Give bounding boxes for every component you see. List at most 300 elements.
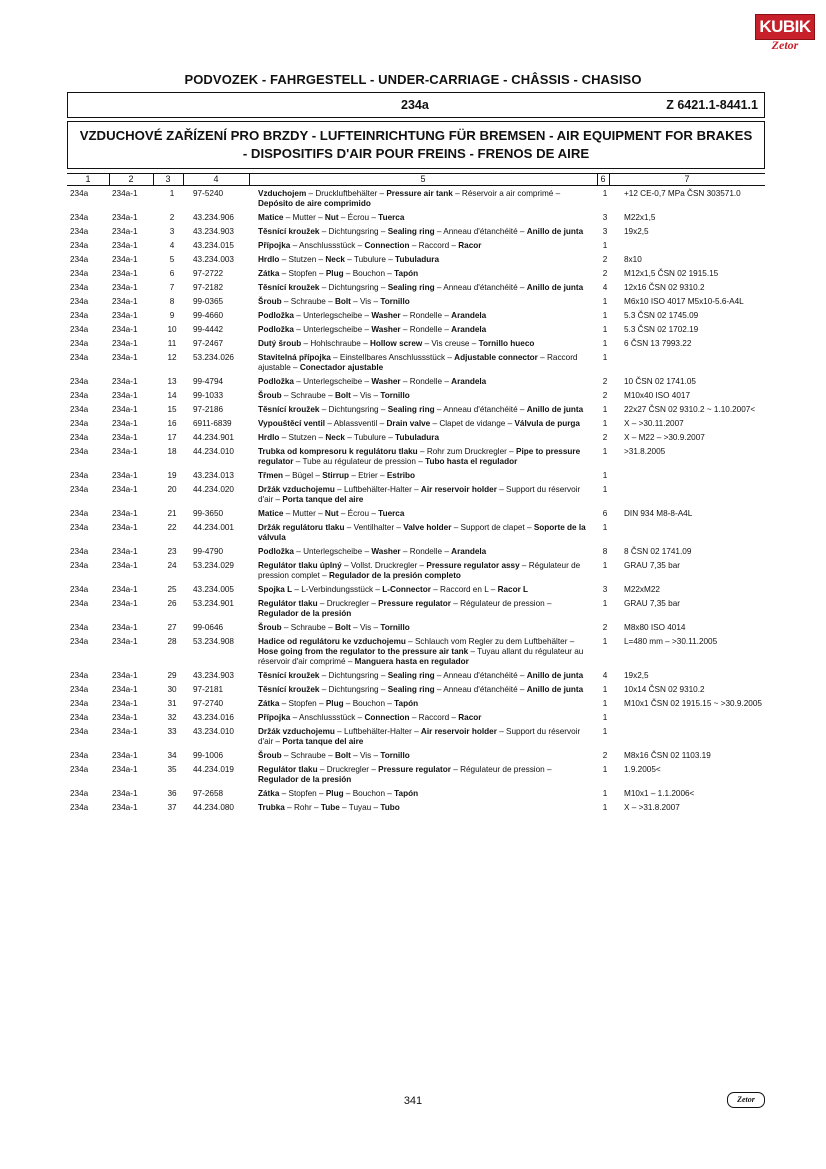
cell-c5: Dutý šroub – Hohlschraube – Hollow screw – Vis creuse – Tornillo hueco	[258, 339, 535, 348]
cell-c2: 234a-1	[112, 377, 138, 386]
cell-c3: 30	[167, 685, 177, 694]
cell-c7: L=480 mm – >30.11.2005	[624, 637, 718, 646]
cell-c6: 1	[602, 325, 608, 334]
cell-c4: 97-5240	[193, 189, 224, 198]
cell-c7: GRAU 7,35 bar	[624, 561, 680, 570]
cell-c4: 43.234.016	[193, 713, 234, 722]
column-header-row	[67, 173, 765, 186]
cell-c3: 20	[167, 485, 177, 494]
cell-c6: 1	[602, 699, 608, 708]
cell-c7: 1.9.2005<	[624, 765, 661, 774]
table-row	[0, 699, 826, 713]
cell-c6: 1	[602, 189, 608, 198]
cell-c7: M12x1,5 ČSN 02 1915.15	[624, 269, 719, 278]
cell-c2: 234a-1	[112, 325, 138, 334]
table-row	[0, 325, 826, 339]
cell-c3: 7	[169, 283, 175, 292]
table-row	[0, 509, 826, 523]
cell-c6: 1	[602, 311, 608, 320]
cell-c4: 6911-6839	[193, 419, 232, 428]
cell-c4: 43.234.015	[193, 241, 234, 250]
cell-c5: Podložka – Unterlegscheibe – Washer – Rondelle – Arandela	[258, 547, 487, 556]
cell-c5: Vzduchojem – Druckluftbehälter – Pressure air tank – Réservoir a air comprimé – Depósito de aire comprimido	[258, 189, 561, 208]
cell-c1: 234a	[70, 485, 89, 494]
cell-c1: 234a	[70, 255, 89, 264]
cell-c1: 234a	[70, 419, 89, 428]
cell-c2: 234a-1	[112, 471, 138, 480]
group-header	[67, 92, 765, 118]
table-row	[0, 471, 826, 485]
cell-c4: 43.234.903	[193, 227, 234, 236]
cell-c5: Zátka – Stopfen – Plug – Bouchon – Tapón	[258, 269, 419, 278]
cell-c7: 19x2,5	[624, 671, 649, 680]
cell-c5: Stavitelná přípojka – Einstellbares Anschlussstück – Adjustable connector – Raccord ajustable – Conectador ajustable	[258, 353, 578, 372]
cell-c1: 234a	[70, 283, 89, 292]
cell-c3: 27	[167, 623, 177, 632]
cell-c1: 234a	[70, 325, 89, 334]
cell-c3: 33	[167, 727, 177, 736]
cell-c6: 1	[602, 339, 608, 348]
cell-c5: Šroub – Schraube – Bolt – Vis – Tornillo	[258, 391, 410, 400]
cell-c7: M22x1,5	[624, 213, 656, 222]
cell-c5: Hadice od regulátoru ke vzduchojemu – Schlauch vom Regler zu dem Luftbehälter – Hose going from the regulator to the pressure air tank – Tuyau allant du régulateur au réservoir d'air comprimé – Manguera hasta en regulador	[258, 637, 584, 666]
table-row	[0, 585, 826, 599]
cell-c3: 16	[167, 419, 177, 428]
cell-c5: Přípojka – Anschlussstück – Connection – Raccord – Racor	[258, 241, 482, 250]
cell-c7: 8 ČSN 02 1741.09	[624, 547, 692, 556]
cell-c1: 234a	[70, 433, 89, 442]
cell-c6: 1	[602, 471, 608, 480]
cell-c5: Spojka L – L-Verbindungsstück – L-Connector – Raccord en L – Racor L	[258, 585, 529, 594]
cell-c6: 1	[602, 405, 608, 414]
cell-c2: 234a-1	[112, 297, 138, 306]
cell-c4: 44.234.080	[193, 803, 234, 812]
cell-c2: 234a-1	[112, 509, 138, 518]
cell-c3: 35	[167, 765, 177, 774]
cell-c1: 234a	[70, 789, 89, 798]
cell-c2: 234a-1	[112, 189, 138, 198]
cell-c5: Přípojka – Anschlussstück – Connection – Raccord – Racor	[258, 713, 482, 722]
cell-c1: 234a	[70, 727, 89, 736]
cell-c4: 99-4442	[193, 325, 224, 334]
cell-c7: M22xM22	[624, 585, 660, 594]
cell-c7: X – >30.11.2007	[624, 419, 684, 428]
cell-c5: Zátka – Stopfen – Plug – Bouchon – Tapón	[258, 789, 419, 798]
cell-c3: 2	[169, 213, 175, 222]
cell-c4: 53.234.026	[193, 353, 234, 362]
cell-c5: Regulátor tlaku – Druckregler – Pressure regulator – Régulateur de pression – Regulador de la presión	[258, 765, 552, 784]
table-row	[0, 803, 826, 817]
cell-c3: 31	[167, 699, 177, 708]
section-title-line1: VZDUCHOVÉ ZAŘÍZENÍ PRO BRZDY - LUFTEINRICHTUNG FÜR BREMSEN - AIR EQUIPMENT FOR BRAKES	[79, 128, 753, 143]
cell-c6: 4	[602, 283, 608, 292]
cell-c5: Podložka – Unterlegscheibe – Washer – Rondelle – Arandela	[258, 377, 487, 386]
cell-c2: 234a-1	[112, 255, 138, 264]
col-header-4: 4	[213, 174, 219, 184]
cell-c5: Hrdlo – Stutzen – Neck – Tubulure – Tubuladura	[258, 255, 440, 264]
table-row	[0, 419, 826, 433]
table-row	[0, 255, 826, 269]
col-header-1: 1	[85, 174, 91, 184]
kubik-zetor-logo	[755, 14, 815, 54]
cell-c6: 2	[602, 623, 608, 632]
cell-c2: 234a-1	[112, 447, 138, 456]
cell-c1: 234a	[70, 353, 89, 362]
cell-c3: 1	[169, 189, 175, 198]
cell-c1: 234a	[70, 297, 89, 306]
cell-c1: 234a	[70, 623, 89, 632]
cell-c3: 24	[167, 561, 177, 570]
cell-c5: Těsnící kroužek – Dichtungsring – Sealing ring – Anneau d'étanchéité – Anillo de junta	[258, 671, 584, 680]
cell-c2: 234a-1	[112, 405, 138, 414]
cell-c4: 53.234.908	[193, 637, 234, 646]
table-row	[0, 213, 826, 227]
table-row	[0, 189, 826, 213]
cell-c1: 234a	[70, 509, 89, 518]
cell-c2: 234a-1	[112, 561, 138, 570]
cell-c6: 2	[602, 255, 608, 264]
table-row	[0, 713, 826, 727]
cell-c5: Regulátor tlaku – Druckregler – Pressure regulator – Régulateur de pression – Regulador de la presión	[258, 599, 552, 618]
table-row	[0, 623, 826, 637]
cell-c1: 234a	[70, 699, 89, 708]
table-row	[0, 339, 826, 353]
table-row	[0, 269, 826, 283]
cell-c6: 1	[602, 685, 608, 694]
cell-c4: 99-1033	[193, 391, 224, 400]
cell-c6: 1	[602, 485, 608, 494]
cell-c5: Trubka – Rohr – Tube – Tuyau – Tubo	[258, 803, 400, 812]
cell-c6: 1	[602, 713, 608, 722]
cell-c1: 234a	[70, 391, 89, 400]
cell-c7: M6x10 ISO 4017 M5x10-5.6-A4L	[624, 297, 744, 306]
cell-c2: 234a-1	[112, 599, 138, 608]
cell-c3: 15	[167, 405, 177, 414]
cell-c2: 234a-1	[112, 699, 138, 708]
cell-c6: 1	[602, 353, 608, 362]
cell-c2: 234a-1	[112, 671, 138, 680]
cell-c5: Těsnící kroužek – Dichtungsring – Sealing ring – Anneau d'étanchéité – Anillo de junta	[258, 405, 584, 414]
cell-c2: 234a-1	[112, 353, 138, 362]
cell-c5: Šroub – Schraube – Bolt – Vis – Tornillo	[258, 751, 410, 760]
table-row	[0, 547, 826, 561]
cell-c5: Regulátor tlaku úplný – Vollst. Druckregler – Pressure regulator assy – Régulateur de pression complet – Regulador de la presión completo	[258, 561, 581, 580]
cell-c1: 234a	[70, 311, 89, 320]
cell-c6: 2	[602, 269, 608, 278]
cell-c7: >31.8.2005	[624, 447, 666, 456]
cell-c5: Hrdlo – Stutzen – Neck – Tubulure – Tubuladura	[258, 433, 440, 442]
cell-c7: 19x2,5	[624, 227, 649, 236]
cell-c6: 1	[602, 297, 608, 306]
cell-c4: 43.234.005	[193, 585, 234, 594]
table-row	[0, 447, 826, 471]
cell-c2: 234a-1	[112, 803, 138, 812]
cell-c2: 234a-1	[112, 485, 138, 494]
cell-c6: 8	[602, 547, 608, 556]
cell-c5: Třmen – Bügel – Stirrup – Etrier – Estribo	[258, 471, 416, 480]
table-row	[0, 765, 826, 789]
cell-c4: 43.234.010	[193, 727, 234, 736]
table-row	[0, 485, 826, 509]
page-title: PODVOZEK - FAHRGESTELL - UNDER-CARRIAGE - CHÂSSIS - CHASISO	[184, 72, 642, 87]
cell-c6: 1	[602, 241, 608, 250]
cell-c6: 1	[602, 803, 608, 812]
cell-c4: 97-2740	[193, 699, 224, 708]
cell-c7: 5.3 ČSN 02 1702.19	[624, 325, 699, 334]
cell-c2: 234a-1	[112, 685, 138, 694]
cell-c2: 234a-1	[112, 433, 138, 442]
cell-c6: 3	[602, 585, 608, 594]
cell-c1: 234a	[70, 377, 89, 386]
cell-c1: 234a	[70, 189, 89, 198]
cell-c5: Těsnící kroužek – Dichtungsring – Sealing ring – Anneau d'étanchéité – Anillo de junta	[258, 283, 584, 292]
cell-c1: 234a	[70, 599, 89, 608]
cell-c3: 36	[167, 789, 177, 798]
section-title-box	[67, 121, 765, 169]
table-row	[0, 685, 826, 699]
cell-c3: 17	[167, 433, 177, 442]
cell-c1: 234a	[70, 269, 89, 278]
cell-c4: 44.234.019	[193, 765, 234, 774]
cell-c7: X – M22 – >30.9.2007	[624, 433, 705, 442]
page-number: 341	[403, 1095, 423, 1107]
cell-c3: 34	[167, 751, 177, 760]
cell-c4: 97-2722	[193, 269, 224, 278]
col-header-7: 7	[684, 174, 690, 184]
cell-c3: 25	[167, 585, 177, 594]
cell-c3: 12	[167, 353, 177, 362]
cell-c6: 3	[602, 227, 608, 236]
cell-c6: 2	[602, 751, 608, 760]
cell-c6: 1	[602, 637, 608, 646]
cell-c2: 234a-1	[112, 213, 138, 222]
cell-c2: 234a-1	[112, 339, 138, 348]
cell-c3: 26	[167, 599, 177, 608]
cell-c6: 1	[602, 789, 608, 798]
cell-c4: 99-1006	[193, 751, 224, 760]
col-header-2: 2	[128, 174, 134, 184]
cell-c3: 11	[167, 339, 177, 348]
table-row	[0, 561, 826, 585]
cell-c3: 29	[167, 671, 177, 680]
cell-c1: 234a	[70, 713, 89, 722]
cell-c5: Vypouštěcí ventil – Ablassventil – Drain valve – Clapet de vidange – Válvula de purga	[258, 419, 580, 428]
cell-c7: 6 ČSN 13 7993.22	[624, 339, 692, 348]
cell-c1: 234a	[70, 685, 89, 694]
cell-c1: 234a	[70, 227, 89, 236]
cell-c7: 8x10	[624, 255, 642, 264]
cell-c3: 14	[167, 391, 177, 400]
cell-c6: 1	[602, 419, 608, 428]
table-row	[0, 599, 826, 623]
parts-table-body	[0, 189, 826, 817]
cell-c7: M10x40 ISO 4017	[624, 391, 690, 400]
cell-c4: 44.234.001	[193, 523, 234, 532]
table-row	[0, 283, 826, 297]
cell-c7: M10x1 – 1.1.2006<	[624, 789, 695, 798]
cell-c6: 1	[602, 765, 608, 774]
cell-c3: 18	[167, 447, 177, 456]
cell-c2: 234a-1	[112, 765, 138, 774]
cell-c2: 234a-1	[112, 789, 138, 798]
table-row	[0, 391, 826, 405]
col-header-5: 5	[420, 174, 426, 184]
cell-c5: Podložka – Unterlegscheibe – Washer – Rondelle – Arandela	[258, 311, 487, 320]
cell-c2: 234a-1	[112, 637, 138, 646]
cell-c4: 97-2182	[193, 283, 224, 292]
cell-c7: M8x16 ČSN 02 1103.19	[624, 751, 711, 760]
cell-c4: 97-2186	[193, 405, 224, 414]
cell-c5: Zátka – Stopfen – Plug – Bouchon – Tapón	[258, 699, 419, 708]
cell-c5: Trubka od kompresoru k regulátoru tlaku – Rohr zum Druckregler – Pipe to pressure regulator – Tube au régulateur de pression – Tubo hasta el regulador	[258, 447, 581, 466]
cell-c2: 234a-1	[112, 585, 138, 594]
cell-c3: 5	[169, 255, 175, 264]
cell-c1: 234a	[70, 547, 89, 556]
cell-c4: 43.234.013	[193, 471, 234, 480]
cell-c3: 19	[167, 471, 177, 480]
cell-c3: 23	[167, 547, 177, 556]
cell-c3: 21	[167, 509, 177, 518]
cell-c1: 234a	[70, 339, 89, 348]
group-code: 234a	[401, 98, 429, 112]
cell-c6: 2	[602, 377, 608, 386]
table-row	[0, 789, 826, 803]
logo-kubik-text: KUBIK	[755, 14, 815, 40]
cell-c2: 234a-1	[112, 241, 138, 250]
cell-c2: 234a-1	[112, 311, 138, 320]
cell-c2: 234a-1	[112, 523, 138, 532]
table-row	[0, 377, 826, 391]
cell-c4: 97-2181	[193, 685, 224, 694]
table-row	[0, 241, 826, 255]
cell-c1: 234a	[70, 803, 89, 812]
cell-c4: 99-0646	[193, 623, 224, 632]
cell-c3: 28	[167, 637, 177, 646]
table-row	[0, 297, 826, 311]
cell-c5: Podložka – Unterlegscheibe – Washer – Rondelle – Arandela	[258, 325, 487, 334]
cell-c7: 10 ČSN 02 1741.05	[624, 377, 696, 386]
cell-c1: 234a	[70, 561, 89, 570]
cell-c6: 1	[602, 523, 608, 532]
cell-c2: 234a-1	[112, 727, 138, 736]
table-row	[0, 311, 826, 325]
cell-c1: 234a	[70, 241, 89, 250]
cell-c2: 234a-1	[112, 419, 138, 428]
cell-c4: 99-0365	[193, 297, 224, 306]
cell-c6: 4	[602, 671, 608, 680]
cell-c5: Držák vzduchojemu – Luftbehälter-Halter – Air reservoir holder – Support du réservoir d'air – Porta tanque del aire	[258, 485, 581, 504]
cell-c3: 13	[167, 377, 177, 386]
cell-c4: 53.234.901	[193, 599, 234, 608]
cell-c7: DIN 934 M8-8-A4L	[624, 509, 693, 518]
cell-c1: 234a	[70, 405, 89, 414]
col-header-3: 3	[165, 174, 171, 184]
cell-c1: 234a	[70, 671, 89, 680]
table-row	[0, 227, 826, 241]
table-row	[0, 727, 826, 751]
cell-c4: 43.234.903	[193, 671, 234, 680]
cell-c7: 12x16 ČSN 02 9310.2	[624, 283, 705, 292]
cell-c2: 234a-1	[112, 283, 138, 292]
cell-c3: 9	[169, 311, 175, 320]
cell-c6: 1	[602, 599, 608, 608]
table-row	[0, 353, 826, 377]
cell-c1: 234a	[70, 213, 89, 222]
model-ref: Z 6421.1-8441.1	[666, 98, 758, 112]
col-header-6: 6	[600, 174, 606, 184]
table-row	[0, 637, 826, 671]
cell-c1: 234a	[70, 523, 89, 532]
cell-c4: 53.234.029	[193, 561, 234, 570]
cell-c5: Matice – Mutter – Nut – Écrou – Tuerca	[258, 213, 405, 222]
cell-c1: 234a	[70, 471, 89, 480]
cell-c2: 234a-1	[112, 713, 138, 722]
cell-c7: +12 CE-0,7 MPa ČSN 303571.0	[624, 189, 741, 198]
cell-c3: 6	[169, 269, 175, 278]
cell-c4: 99-4790	[193, 547, 224, 556]
cell-c2: 234a-1	[112, 623, 138, 632]
cell-c7: 10x14 ČSN 02 9310.2	[624, 685, 705, 694]
cell-c6: 1	[602, 447, 608, 456]
cell-c4: 43.234.003	[193, 255, 234, 264]
cell-c1: 234a	[70, 447, 89, 456]
cell-c4: 97-2467	[193, 339, 224, 348]
cell-c3: 37	[167, 803, 177, 812]
section-title-line2: - DISPOSITIFS D'AIR POUR FREINS - FRENOS DE AIRE	[242, 146, 590, 161]
cell-c5: Těsnící kroužek – Dichtungsring – Sealing ring – Anneau d'étanchéité – Anillo de junta	[258, 227, 584, 236]
table-row	[0, 433, 826, 447]
cell-c7: 5.3 ČSN 02 1745.09	[624, 311, 699, 320]
cell-c1: 234a	[70, 751, 89, 760]
cell-c4: 97-2658	[193, 789, 224, 798]
cell-c6: 3	[602, 213, 608, 222]
cell-c1: 234a	[70, 585, 89, 594]
cell-c7: M10x1 ČSN 02 1915.15 ~ >30.9.2005	[624, 699, 762, 708]
cell-c4: 44.234.010	[193, 447, 234, 456]
cell-c4: 99-3650	[193, 509, 224, 518]
cell-c7: M8x80 ISO 4014	[624, 623, 686, 632]
cell-c6: 1	[602, 561, 608, 570]
cell-c4: 99-4794	[193, 377, 224, 386]
cell-c5: Šroub – Schraube – Bolt – Vis – Tornillo	[258, 297, 410, 306]
cell-c5: Držák regulátoru tlaku – Ventilhalter – Valve holder – Support de clapet – Soporte de la válvula	[258, 523, 586, 542]
cell-c3: 22	[167, 523, 177, 532]
cell-c3: 8	[169, 297, 175, 306]
cell-c5: Držák vzduchojemu – Luftbehälter-Halter – Air reservoir holder – Support du réservoir d'air – Porta tanque del aire	[258, 727, 581, 746]
cell-c4: 44.234.901	[193, 433, 234, 442]
cell-c3: 10	[167, 325, 177, 334]
cell-c2: 234a-1	[112, 391, 138, 400]
cell-c1: 234a	[70, 765, 89, 774]
cell-c2: 234a-1	[112, 751, 138, 760]
cell-c7: 22x27 ČSN 02 9310.2 ~ 1.10.2007<	[624, 405, 756, 414]
table-row	[0, 523, 826, 547]
cell-c1: 234a	[70, 637, 89, 646]
logo-zetor-text: Zetor	[771, 38, 799, 52]
cell-c2: 234a-1	[112, 269, 138, 278]
cell-c2: 234a-1	[112, 547, 138, 556]
cell-c4: 99-4660	[193, 311, 224, 320]
cell-c6: 2	[602, 391, 608, 400]
table-row	[0, 405, 826, 419]
cell-c7: GRAU 7,35 bar	[624, 599, 680, 608]
cell-c3: 32	[167, 713, 177, 722]
cell-c5: Těsnící kroužek – Dichtungsring – Sealing ring – Anneau d'étanchéité – Anillo de junta	[258, 685, 584, 694]
cell-c5: Šroub – Schraube – Bolt – Vis – Tornillo	[258, 623, 410, 632]
cell-c6: 1	[602, 727, 608, 736]
cell-c2: 234a-1	[112, 227, 138, 236]
footer-zetor-logo: Zetor	[727, 1092, 765, 1108]
